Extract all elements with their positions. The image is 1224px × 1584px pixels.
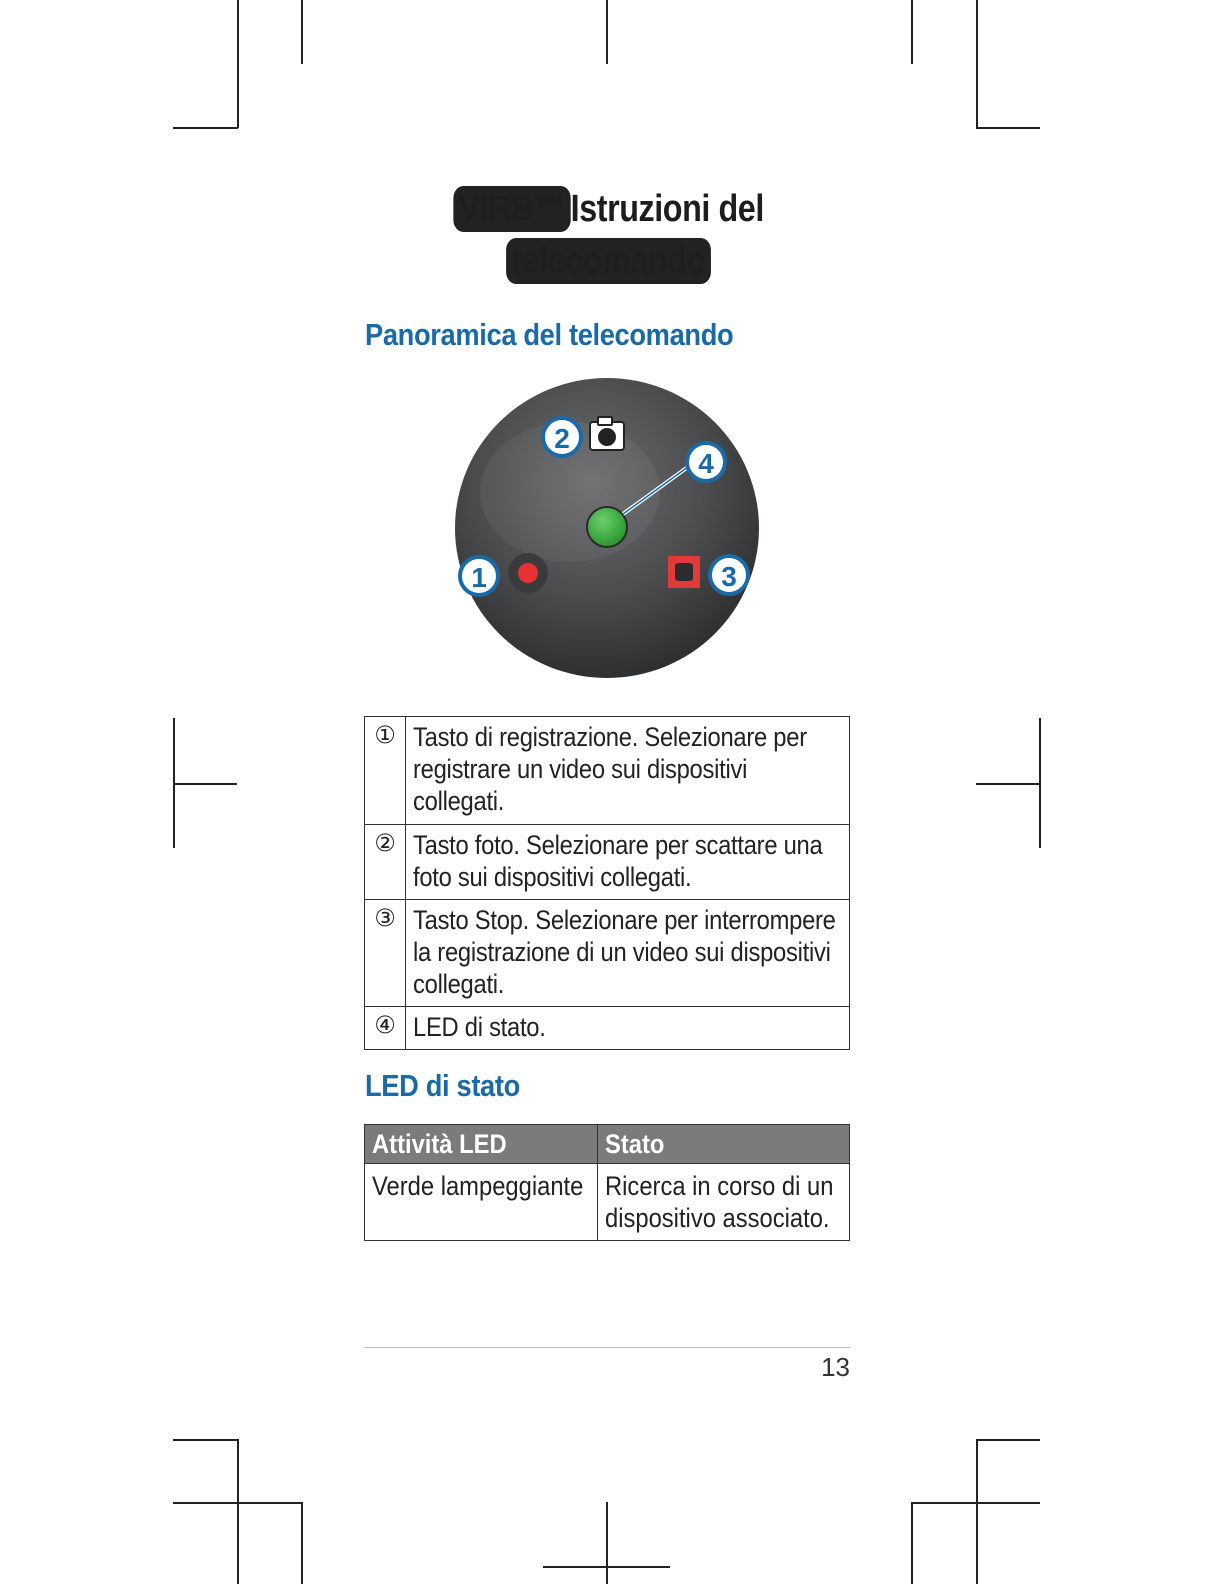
crop-mark (237, 1439, 239, 1584)
crop-mark (606, 0, 608, 64)
page-title (365, 183, 852, 287)
section-heading-overview: Panoramica del telecomando (365, 317, 734, 352)
remote-illustration (440, 372, 770, 684)
redacted-text: VIRB™ (453, 186, 571, 232)
crop-mark (543, 1566, 670, 1568)
led-status-table (364, 1124, 850, 1241)
section-heading-led: LED di stato (365, 1068, 520, 1103)
status-led (587, 507, 627, 547)
callout-1 (460, 557, 498, 595)
crop-mark (606, 1502, 608, 1584)
crop-mark (173, 783, 237, 785)
svg-text:4: 4 (698, 448, 714, 479)
svg-text:2: 2 (554, 423, 570, 454)
table-cell: Verde lampeggiante (372, 1171, 584, 1201)
footer-rule (364, 1347, 850, 1348)
callout-3 (710, 556, 748, 594)
callout-4 (687, 443, 725, 481)
stop-icon (668, 556, 700, 588)
page-number: 13 (821, 1352, 850, 1382)
crop-mark (976, 1439, 978, 1584)
legend-number: ④ (365, 1007, 406, 1050)
crop-mark (911, 1502, 913, 1584)
legend-text: Tasto Stop. Selezionare per interrompere la registrazione di un video sui dispositivi collegati. (413, 905, 836, 999)
legend-number: ② (365, 825, 406, 900)
crop-mark (976, 1439, 1040, 1441)
legend-row (365, 1007, 850, 1050)
svg-text:1: 1 (471, 562, 487, 593)
table-cell: Ricerca in corso di un dispositivo associato. (605, 1171, 834, 1233)
crop-mark (301, 1502, 303, 1584)
column-header: Attività LED (372, 1129, 507, 1159)
svg-text:3: 3 (721, 561, 737, 592)
record-button (518, 563, 538, 583)
legend-table (364, 716, 850, 1050)
legend-text: Tasto di registrazione. Selezionare per registrare un video sui dispositivi collegati. (413, 722, 807, 816)
legend-row (365, 825, 850, 900)
redacted-text: telecomando (506, 238, 711, 284)
table-row (365, 1164, 850, 1241)
crop-mark (976, 127, 1040, 129)
legend-row (365, 717, 850, 825)
title-text: Istruzioni del (570, 188, 764, 230)
crop-mark (976, 783, 1040, 785)
crop-mark (173, 1439, 238, 1441)
legend-text: LED di stato. (413, 1012, 546, 1042)
column-header: Stato (605, 1129, 665, 1159)
legend-number: ① (365, 717, 406, 825)
camera-icon (590, 417, 624, 450)
crop-mark (173, 127, 238, 129)
crop-mark (911, 0, 913, 64)
crop-mark (301, 0, 303, 64)
crop-mark (976, 0, 978, 128)
crop-mark (173, 1502, 302, 1504)
legend-text: Tasto foto. Selezionare per scattare una foto sui dispositivi collegati. (413, 830, 823, 892)
callout-2 (543, 418, 581, 456)
legend-row (365, 900, 850, 1007)
table-header-row (365, 1125, 850, 1164)
crop-mark (237, 0, 239, 128)
legend-number: ③ (365, 900, 406, 1007)
